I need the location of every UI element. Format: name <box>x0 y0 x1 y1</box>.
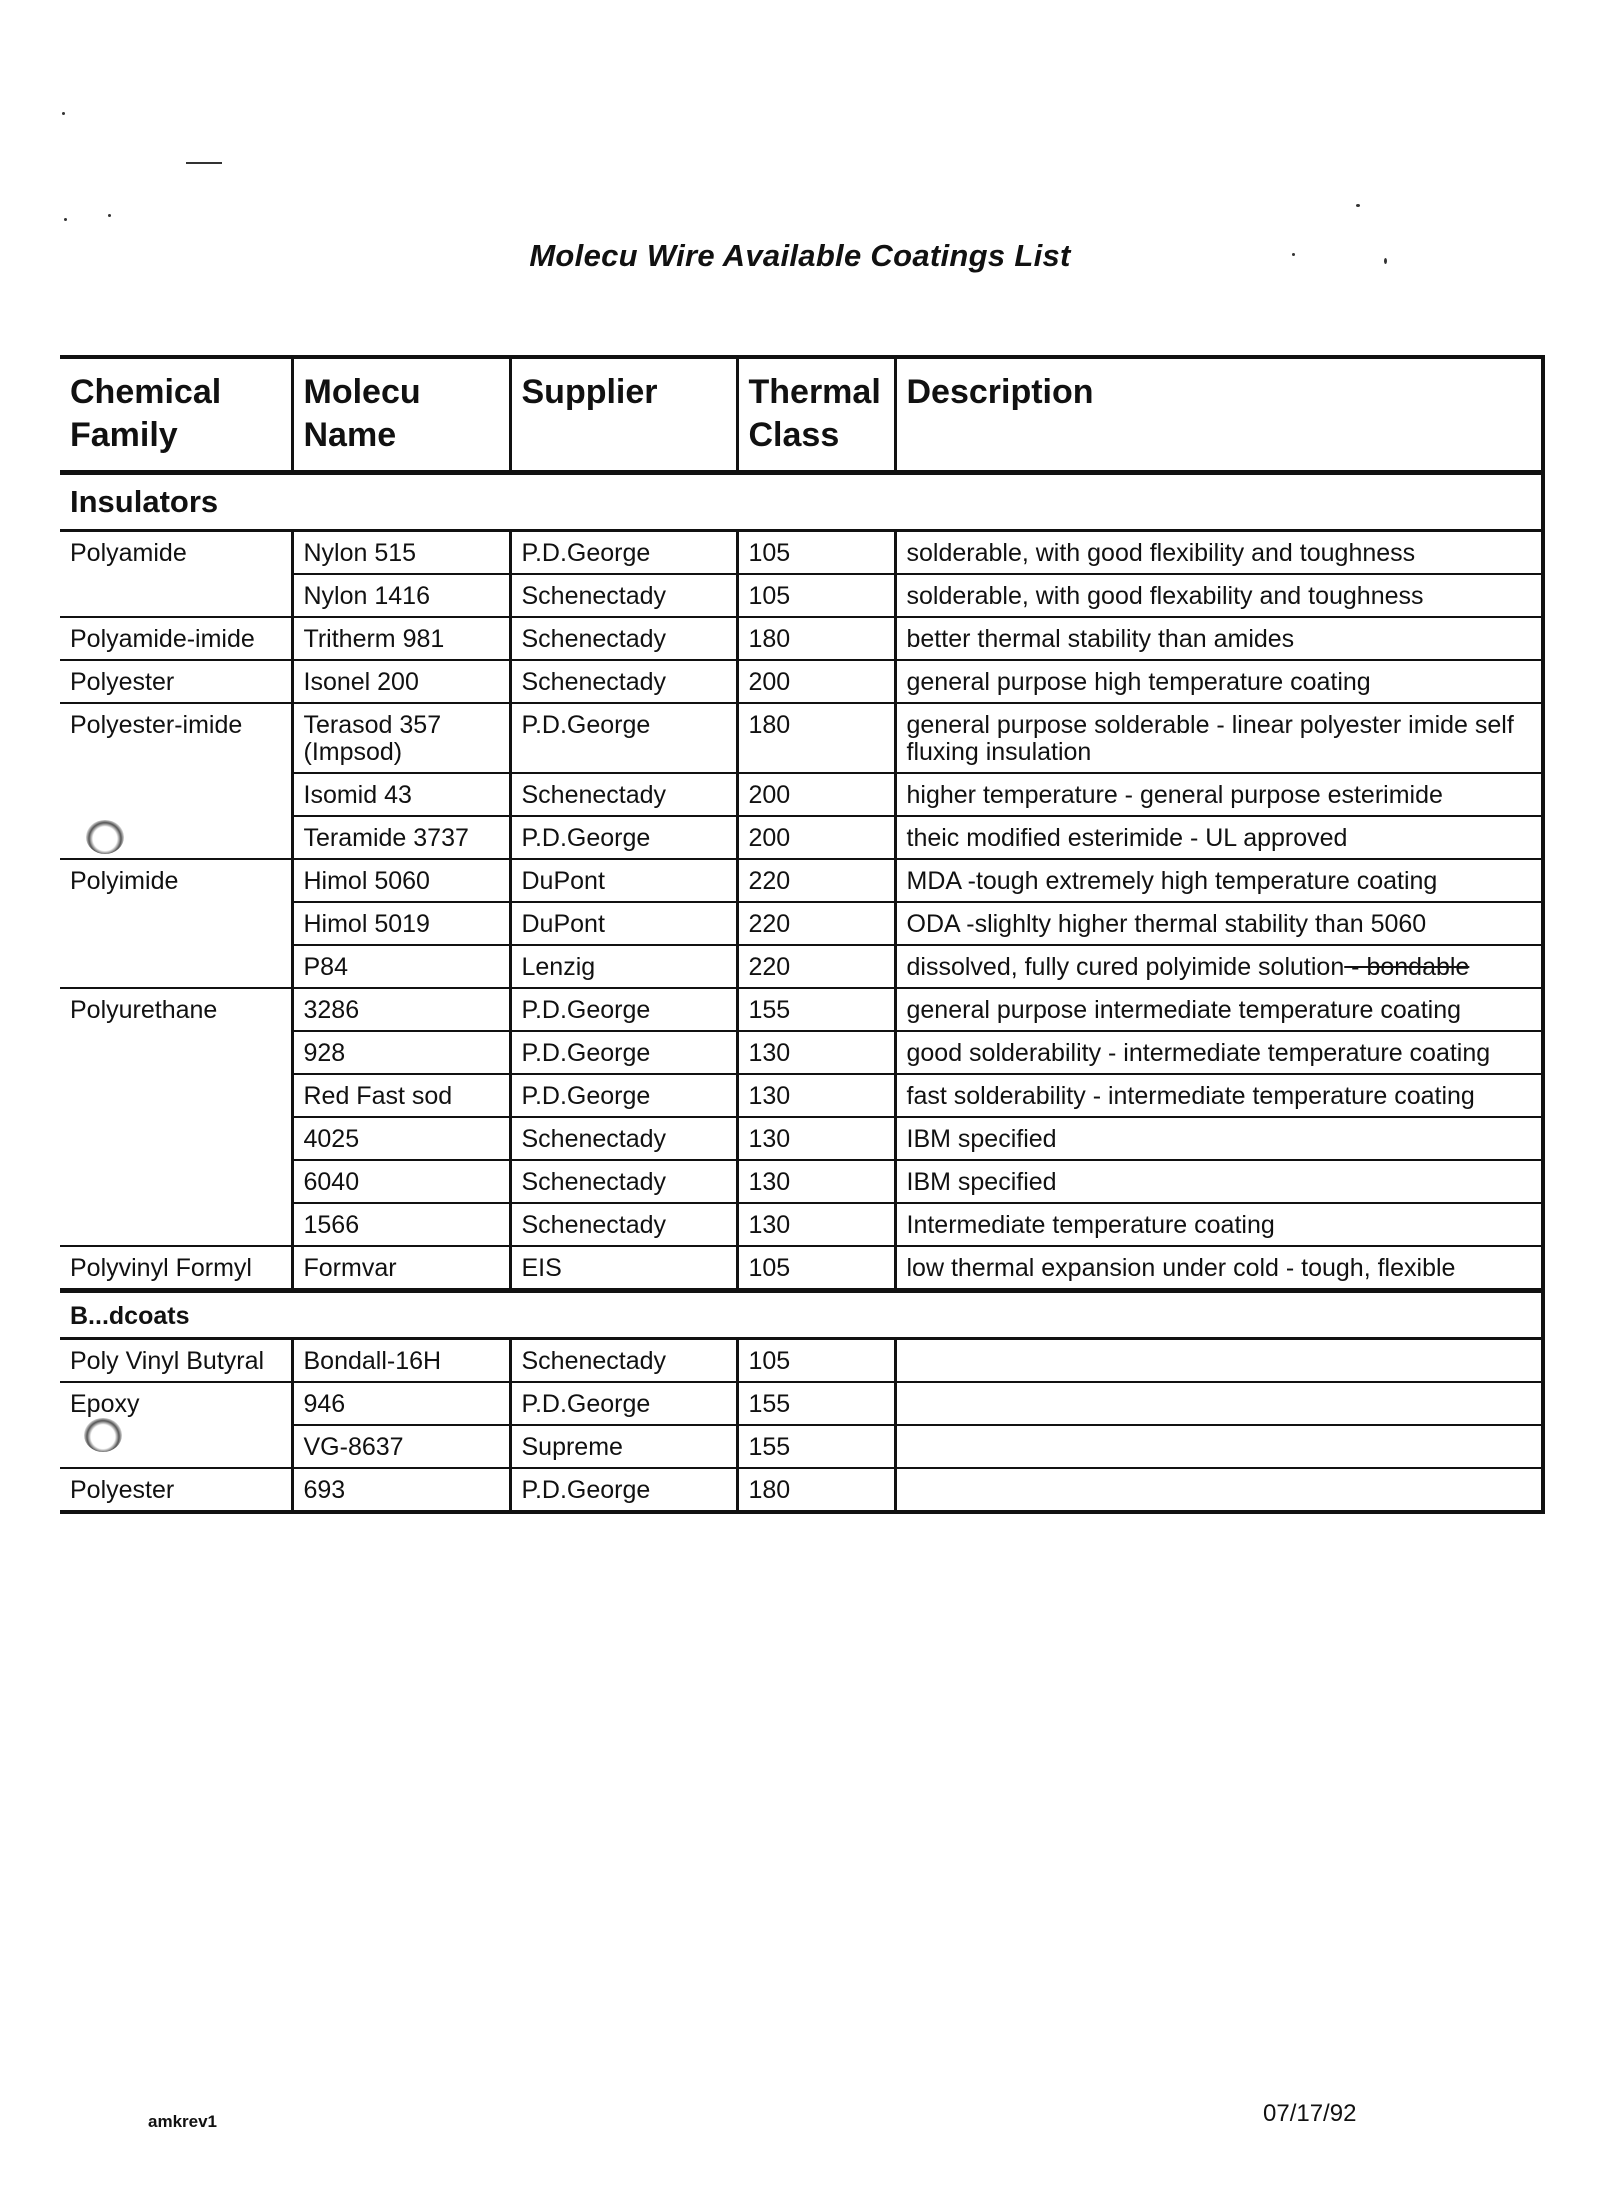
scan-speck <box>64 218 67 221</box>
table-row <box>60 660 1543 703</box>
thermal-cell: 130 <box>737 1074 895 1117</box>
description-cell: MDA -tough extremely high temperature coating <box>895 859 1543 902</box>
supplier-cell: P.D.George <box>510 1382 737 1425</box>
scan-speck <box>186 162 222 164</box>
family-cell: Polyamide <box>60 530 292 574</box>
description-cell: solderable, with good flexability and toughness <box>895 574 1543 617</box>
coatings-table <box>60 355 1545 1514</box>
thermal-cell: 130 <box>737 1160 895 1203</box>
section-label-bondcoats: B...dcoats <box>60 1290 1543 1338</box>
supplier-cell: EIS <box>510 1246 737 1291</box>
table-row <box>60 1031 1543 1074</box>
table-row <box>60 902 1543 945</box>
struck-text: - bondable <box>1344 952 1470 981</box>
table-row <box>60 1338 1543 1382</box>
description-cell: IBM specified <box>895 1160 1543 1203</box>
header-chemical-family: Chemical Family <box>60 357 292 472</box>
page-title: Molecu Wire Available Coatings List <box>529 238 1071 273</box>
thermal-cell: 105 <box>737 1246 895 1291</box>
description-cell: general purpose intermediate temperature coating <box>895 988 1543 1031</box>
table-row <box>60 703 1543 773</box>
description-cell: ODA -slighlty higher thermal stability than 5060 <box>895 902 1543 945</box>
thermal-cell: 200 <box>737 773 895 816</box>
family-cell: Polyamide-imide <box>60 617 292 660</box>
thermal-cell: 105 <box>737 530 895 574</box>
name-cell: Formvar <box>292 1246 510 1291</box>
family-cell <box>60 1031 292 1074</box>
table-row <box>60 1382 1543 1425</box>
name-cell: Red Fast sod <box>292 1074 510 1117</box>
name-cell: 4025 <box>292 1117 510 1160</box>
description-cell: theic modified esterimide - UL approved <box>895 816 1543 859</box>
family-cell <box>60 1160 292 1203</box>
thermal-cell: 155 <box>737 988 895 1031</box>
table-row <box>60 1117 1543 1160</box>
family-cell <box>60 902 292 945</box>
family-cell <box>60 1117 292 1160</box>
name-cell: VG-8637 <box>292 1425 510 1468</box>
supplier-cell: Schenectady <box>510 773 737 816</box>
thermal-cell: 105 <box>737 1338 895 1382</box>
description-cell: solderable, with good flexibility and toughness <box>895 530 1543 574</box>
family-cell: Polyurethane <box>60 988 292 1031</box>
header-molecu-name: Molecu Name <box>292 357 510 472</box>
table-row <box>60 945 1543 988</box>
family-cell: Polyester <box>60 1468 292 1512</box>
family-cell: Polyimide <box>60 859 292 902</box>
thermal-cell: 155 <box>737 1425 895 1468</box>
description-cell: fast solderability - intermediate temperature coating <box>895 1074 1543 1117</box>
table-row <box>60 530 1543 574</box>
supplier-cell: Schenectady <box>510 1117 737 1160</box>
thermal-cell: 130 <box>737 1203 895 1246</box>
supplier-cell: DuPont <box>510 902 737 945</box>
thermal-cell: 200 <box>737 816 895 859</box>
supplier-cell: Supreme <box>510 1425 737 1468</box>
description-cell: low thermal expansion under cold - tough, flexible <box>895 1246 1543 1291</box>
thermal-cell: 180 <box>737 703 895 773</box>
table-row <box>60 816 1543 859</box>
supplier-cell: P.D.George <box>510 530 737 574</box>
description-cell <box>895 945 1543 988</box>
table-row <box>60 1246 1543 1291</box>
name-cell: P84 <box>292 945 510 988</box>
family-cell <box>60 1203 292 1246</box>
table-row <box>60 859 1543 902</box>
table-row <box>60 1160 1543 1203</box>
name-cell: Nylon 515 <box>292 530 510 574</box>
description-cell <box>895 1338 1543 1382</box>
description-cell: IBM specified <box>895 1117 1543 1160</box>
name-cell: Nylon 1416 <box>292 574 510 617</box>
section-row-bondcoats <box>60 1290 1543 1338</box>
name-cell: Tritherm 981 <box>292 617 510 660</box>
name-cell: 928 <box>292 1031 510 1074</box>
name-cell: Teramide 3737 <box>292 816 510 859</box>
supplier-cell: Schenectady <box>510 574 737 617</box>
table-row <box>60 1468 1543 1512</box>
section-label-insulators: Insulators <box>60 472 1543 530</box>
supplier-cell: DuPont <box>510 859 737 902</box>
family-cell: Polyester <box>60 660 292 703</box>
table-row <box>60 773 1543 816</box>
supplier-cell: P.D.George <box>510 1031 737 1074</box>
supplier-cell: Schenectady <box>510 1203 737 1246</box>
thermal-cell: 130 <box>737 1031 895 1074</box>
name-cell: Himol 5060 <box>292 859 510 902</box>
supplier-cell: Schenectady <box>510 617 737 660</box>
family-cell: Polyvinyl Formyl <box>60 1246 292 1291</box>
table-row <box>60 1074 1543 1117</box>
header-thermal-class: Thermal Class <box>737 357 895 472</box>
family-cell <box>60 945 292 988</box>
description-cell <box>895 1382 1543 1425</box>
thermal-cell: 155 <box>737 1382 895 1425</box>
description-cell: Intermediate temperature coating <box>895 1203 1543 1246</box>
name-cell: Terasod 357 (Impsod) <box>292 703 510 773</box>
scan-speck <box>62 112 65 115</box>
thermal-cell: 180 <box>737 1468 895 1512</box>
thermal-cell: 220 <box>737 859 895 902</box>
table-row <box>60 1425 1543 1468</box>
family-cell: Poly Vinyl Butyral <box>60 1338 292 1382</box>
name-cell: Isonel 200 <box>292 660 510 703</box>
header-row <box>60 357 1543 472</box>
thermal-cell: 130 <box>737 1117 895 1160</box>
thermal-cell: 105 <box>737 574 895 617</box>
family-cell: Epoxy <box>60 1382 292 1425</box>
footer-date: 07/17/92 <box>1263 2100 1357 2127</box>
supplier-cell: P.D.George <box>510 1074 737 1117</box>
name-cell: 3286 <box>292 988 510 1031</box>
thermal-cell: 220 <box>737 902 895 945</box>
table-row <box>60 988 1543 1031</box>
description-cell: higher temperature - general purpose esterimide <box>895 773 1543 816</box>
name-cell: 946 <box>292 1382 510 1425</box>
supplier-cell: P.D.George <box>510 703 737 773</box>
supplier-cell: P.D.George <box>510 1468 737 1512</box>
supplier-cell: P.D.George <box>510 816 737 859</box>
table-row <box>60 617 1543 660</box>
description-cell: general purpose solderable - linear polyester imide self fluxing insulation <box>895 703 1543 773</box>
supplier-cell: Schenectady <box>510 660 737 703</box>
thermal-cell: 180 <box>737 617 895 660</box>
footer-revision: amkrev1 <box>148 2112 218 2131</box>
name-cell: Isomid 43 <box>292 773 510 816</box>
header-supplier: Supplier <box>510 357 737 472</box>
scan-speck <box>108 214 111 217</box>
name-cell: 693 <box>292 1468 510 1512</box>
thermal-cell: 200 <box>737 660 895 703</box>
description-cell <box>895 1468 1543 1512</box>
family-cell: Polyester-imide <box>60 703 292 773</box>
family-cell <box>60 574 292 617</box>
thermal-cell: 220 <box>737 945 895 988</box>
description-text: dissolved, fully cured polyimide solution <box>906 952 1345 981</box>
description-cell: good solderability - intermediate temperature coating <box>895 1031 1543 1074</box>
description-cell <box>895 1425 1543 1468</box>
name-cell: Bondall-16H <box>292 1338 510 1382</box>
header-description: Description <box>895 357 1543 472</box>
family-cell <box>60 773 292 816</box>
supplier-cell: P.D.George <box>510 988 737 1031</box>
scan-speck <box>1356 204 1360 207</box>
supplier-cell: Lenzig <box>510 945 737 988</box>
description-cell: general purpose high temperature coating <box>895 660 1543 703</box>
punch-hole-mark <box>84 1418 122 1452</box>
name-cell: 1566 <box>292 1203 510 1246</box>
table-row <box>60 1203 1543 1246</box>
family-cell <box>60 1074 292 1117</box>
description-cell: better thermal stability than amides <box>895 617 1543 660</box>
name-cell: 6040 <box>292 1160 510 1203</box>
punch-hole-mark <box>86 820 124 854</box>
name-cell: Himol 5019 <box>292 902 510 945</box>
table-row <box>60 574 1543 617</box>
supplier-cell: Schenectady <box>510 1338 737 1382</box>
supplier-cell: Schenectady <box>510 1160 737 1203</box>
section-row-insulators <box>60 472 1543 530</box>
